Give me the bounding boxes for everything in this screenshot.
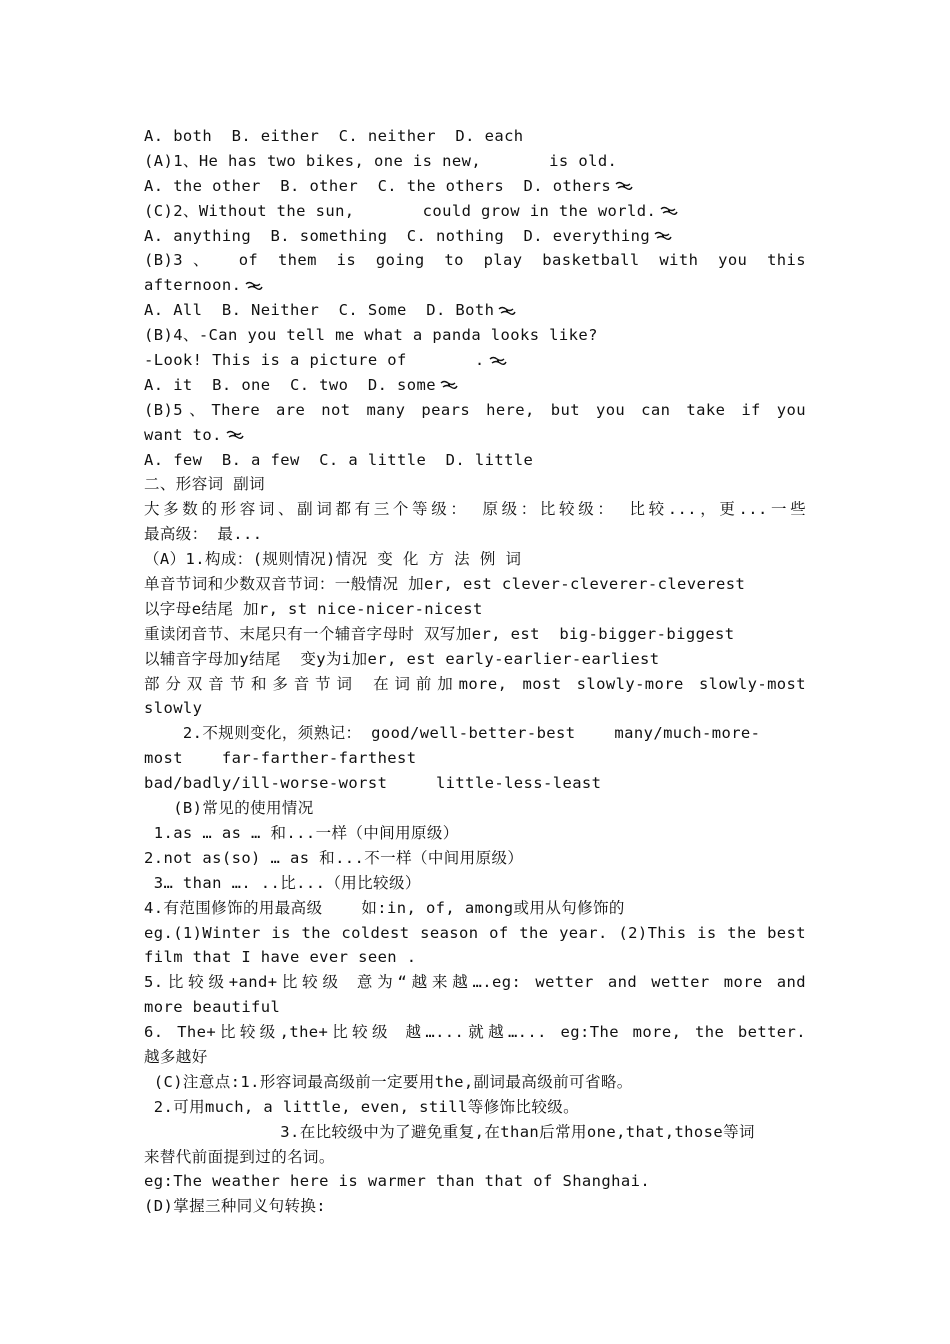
text-line <box>144 721 806 746</box>
text-line <box>144 1145 806 1170</box>
line-text: (B)5、There are not many pears here, but you can take if you <box>144 400 806 419</box>
text-line <box>144 273 806 298</box>
text-line <box>144 522 806 547</box>
text-line <box>144 1095 806 1120</box>
text-line <box>144 547 806 572</box>
doodle-mark-icon <box>440 380 458 390</box>
text-line <box>144 597 806 622</box>
line-text: 2.可用much, a little, even, still等修饰比较级。 <box>144 1097 580 1116</box>
line-text: 5.比较级+and+比较级 意为“越来越….eg: wetter and wetter more and <box>144 973 806 992</box>
line-text: most far-farther-farthest <box>144 749 417 768</box>
line-text: (D)掌握三种同义句转换: <box>144 1197 327 1216</box>
text-line <box>144 1169 806 1194</box>
line-text: 重读闭音节、末尾只有一个辅音字母时 双写加er, est big-bigger-biggest <box>144 624 735 643</box>
text-line <box>144 448 806 473</box>
line-text: 2.not as(so) … as 和...不一样（中间用原级） <box>144 848 524 867</box>
document-page <box>144 124 806 1219</box>
line-text: 来替代前面提到过的名词。 <box>144 1147 335 1166</box>
line-text: A. anything B. something C. nothing D. everything <box>144 226 651 245</box>
text-line <box>144 647 806 672</box>
line-text: (B)4、-Can you tell me what a panda looks like? <box>144 326 598 345</box>
line-text: 以辅音字母加y结尾 变y为i加er, est early-earlier-earliest <box>144 649 660 668</box>
line-text: 单音节词和少数双音节词：一般情况 加er, est clever-cleverer-cleverest <box>144 575 746 594</box>
line-text: afternoon. <box>144 276 242 295</box>
line-text: A. it B. one C. two D. some <box>144 375 436 394</box>
line-text: 二、形容词 副词 <box>144 475 266 494</box>
line-text: A. both B. either C. neither D. each <box>144 127 524 145</box>
line-text: 大多数的形容词、副词都有三个等级： 原级：比较级： 比较...，更...一些 <box>144 500 806 519</box>
line-text: 3… than …. ..比...（用比较级） <box>144 873 421 892</box>
text-line <box>144 1045 806 1070</box>
text-line <box>144 1020 806 1045</box>
doodle-mark-icon <box>489 356 507 366</box>
line-text: 3.在比较级中为了避免重复,在than后常用one,that,those等词 <box>144 1122 755 1141</box>
doodle-mark-icon <box>615 181 633 191</box>
text-line <box>144 572 806 597</box>
text-line <box>144 921 806 946</box>
text-line <box>144 1194 806 1219</box>
line-text: 2.不规则变化，须熟记： good/well-better-best many/much-more- <box>144 724 761 743</box>
text-line <box>144 174 806 199</box>
text-line <box>144 497 806 522</box>
line-text: (A)1、He has two bikes, one is new, is old. <box>144 151 618 170</box>
text-line <box>144 124 806 149</box>
line-text: bad/badly/ill-worse-worst little-less-least <box>144 774 602 793</box>
line-text: 越多越好 <box>144 1047 208 1066</box>
text-line <box>144 995 806 1020</box>
text-line <box>144 1070 806 1095</box>
doodle-mark-icon <box>660 206 678 216</box>
text-line <box>144 771 806 796</box>
doodle-mark-icon <box>498 306 516 316</box>
line-text: want to. <box>144 425 222 444</box>
line-text: A. All B. Neither C. Some D. Both <box>144 301 495 320</box>
text-line <box>144 970 806 995</box>
line-text: A. few B. a few C. a little D. little <box>144 450 534 469</box>
line-text: (B)常见的使用情况 <box>144 799 314 818</box>
text-line <box>144 149 806 174</box>
text-line <box>144 323 806 348</box>
text-line <box>144 373 806 398</box>
line-text: more beautiful <box>144 998 281 1017</box>
text-line <box>144 746 806 771</box>
text-line <box>144 896 806 921</box>
line-text: 部分双音节和多音节词 在词前加more, most slowly-more slowly-most <box>144 674 806 693</box>
line-text: （A）1.构成：(规则情况)情况 变 化 方 法 例 词 <box>144 550 522 569</box>
line-text: eg:The weather here is warmer than that of Shanghai. <box>144 1172 651 1191</box>
line-text: (C)2、Without the sun, could grow in the world. <box>144 201 657 220</box>
line-text: slowly <box>144 699 203 718</box>
line-text: 6. The+比较级,the+比较级 越…...就越…... eg:The more, the better. <box>144 1023 806 1042</box>
line-text: film that I have ever seen . <box>144 948 417 967</box>
line-text: (C)注意点:1.形容词最高级前一定要用the,副词最高级前可省略。 <box>144 1072 633 1091</box>
doodle-mark-icon <box>226 430 244 440</box>
text-line <box>144 348 806 373</box>
text-line <box>144 821 806 846</box>
line-text: 以字母e结尾 加r, st nice-nicer-nicest <box>144 599 483 618</box>
doodle-mark-icon <box>654 231 672 241</box>
text-line <box>144 846 806 871</box>
text-line <box>144 472 806 497</box>
doodle-mark-icon <box>245 281 263 291</box>
text-line <box>144 945 806 970</box>
text-line <box>144 1120 806 1145</box>
text-line <box>144 199 806 224</box>
text-line <box>144 622 806 647</box>
line-text: eg.(1)Winter is the coldest season of the year. (2)This is the best <box>144 923 806 942</box>
line-text: -Look! This is a picture of . <box>144 351 485 370</box>
text-line <box>144 423 806 448</box>
line-text: A. the other B. other C. the others D. others <box>144 176 612 195</box>
text-line <box>144 796 806 821</box>
line-text: 最高级： 最... <box>144 525 263 544</box>
text-line <box>144 298 806 323</box>
text-line <box>144 248 806 273</box>
line-text: (B)3、 of them is going to play basketball with you this <box>144 251 806 270</box>
line-text: 1.as … as … 和...一样（中间用原级） <box>144 823 459 842</box>
text-line <box>144 696 806 721</box>
text-line <box>144 672 806 697</box>
text-line <box>144 871 806 896</box>
text-line <box>144 398 806 423</box>
text-line <box>144 224 806 249</box>
line-text: 4.有范围修饰的用最高级 如:in, of, among或用从句修饰的 <box>144 898 625 917</box>
